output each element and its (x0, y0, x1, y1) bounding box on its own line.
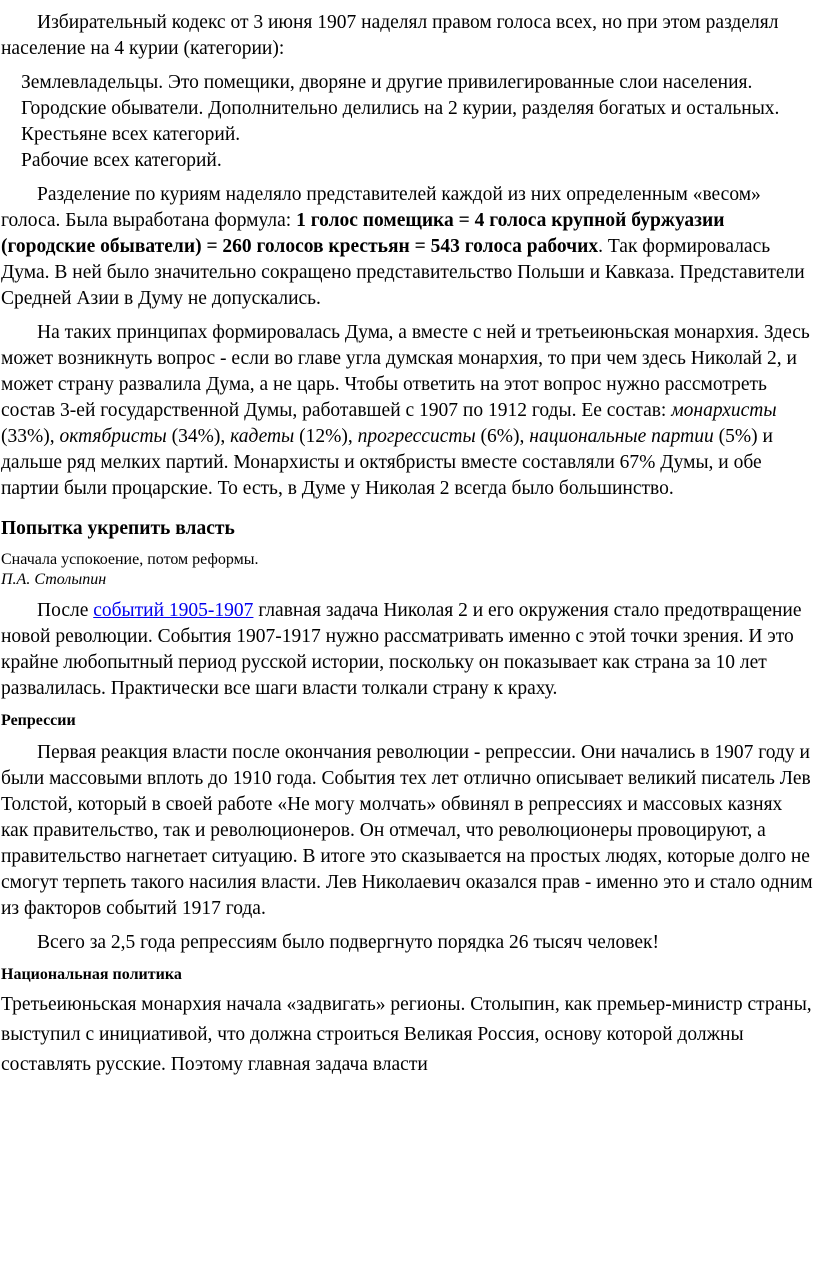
text-span: (6%), (475, 426, 530, 447)
paragraph-after-events (1, 598, 816, 702)
party-octobrists: октябристы (59, 426, 167, 447)
document-page (0, 10, 816, 1281)
text-span: (5%) и дальше ряд мелких партий. Монархисты и октябристы вместе составляли 67% Думы, и обе партии были процарские. То есть, в Думе у Николая 2 всегда было большинство. (1, 426, 773, 499)
heading-repressions: Репрессии (1, 712, 76, 729)
text-span: После (37, 600, 94, 621)
text-span: (34%), (166, 426, 231, 447)
events-1905-1907-link[interactable]: событий 1905-1907 (93, 600, 254, 621)
list-item: Городские обыватели. Дополнительно делились на 2 курии, разделяя богатых и остальных. (21, 98, 780, 119)
epigraph: Сначала успокоение, потом реформы. (1, 551, 259, 568)
party-cadets: кадеты (230, 426, 295, 447)
list-item: Крестьяне всех категорий. (21, 124, 241, 145)
party-progressives: прогрессисты (357, 426, 476, 447)
party-monarchists: монархисты (671, 400, 777, 421)
text-span: (33%), (1, 426, 60, 447)
heading-strengthen-power: Попытка укрепить власть (1, 518, 235, 539)
paragraph-national-policy: Третьеиюньская монархия начала «задвигать» регионы. Столыпин, как премьер-министр страны, выступил с инициативой, что должна строиться Великая Россия, основу которой должны составлять русские. Поэтому главная задача власти (1, 994, 812, 1075)
party-national: национальные партии (529, 426, 714, 447)
list-item: Землевладельцы. Это помещики, дворяне и другие привилегированные слои населения. (21, 72, 753, 93)
formula-intro: Разделение по куриям наделяло представителей каждой из них определенным «весом» голоса. Была выработана формула: (1, 184, 761, 231)
paragraph-duma-composition (1, 320, 816, 502)
epigraph-author: П.А. Столыпин (1, 571, 107, 588)
formula-bold: 1 голос помещика = 4 голоса крупной буржуазии (городские обыватели) = 260 голосов крестьян = 543 голоса рабочих (1, 210, 725, 257)
list-item: Рабочие всех категорий. (21, 150, 222, 171)
curiae-list (1, 70, 816, 174)
text-span: (12%), (294, 426, 358, 447)
paragraph-vote-formula (1, 182, 816, 312)
paragraph-electoral-code: Избирательный кодекс от 3 июня 1907 наделял правом голоса всех, но при этом разделял население на 4 курии (категории): (1, 12, 779, 59)
paragraph-repressions: Первая реакция власти после окончания революции - репрессии. Они начались в 1907 году и были массовыми вплоть до 1910 года. События тех лет отлично описывает великий писатель Лев Толстой, который в своей работе «Не могу молчать» обвинял в репрессиях и массовых казнях как правительство, так и революционеров. Он отмечал, что революционеры провоцируют, а правительство нагнетает ситуацию. В итоге это сказывается на простых людях, которые долго не смогут терпеть такого насилия власти. Лев Николаевич оказался прав - именно это и стало одним из факторов событий 1917 года. (1, 742, 813, 919)
text-span: главная задача Николая 2 и его окружения стало предотвращение новой революции. События 1907-1917 нужно рассматривать именно с этой точки зрения. И это крайне любопытный период русской истории, поскольку он показывает как страна за 10 лет развалилась. Практически все шаги власти толкали страну к краху. (1, 600, 802, 699)
text-span: На таких принципах формировалась Дума, а вместе с ней и третьеиюньская монархия. Здесь может возникнуть вопрос - если во главе угла думская монархия, то при чем здесь Николай 2, и может страну развалила Дума, а не царь. Чтобы ответить на этот вопрос нужно рассмотреть состав 3-ей государственной Думы, работавшей с 1907 по 1912 годы. Ее состав: (1, 322, 810, 421)
paragraph-repressions-count: Всего за 2,5 года репрессиям было подвергнуто порядка 26 тысяч человек! (37, 932, 659, 953)
formula-outro: . Так формировалась Дума. В ней было значительно сокращено представительство Польши и Кавказа. Представители Средней Азии в Думу не допускались. (1, 236, 805, 309)
heading-national-policy: Национальная политика (1, 966, 182, 983)
